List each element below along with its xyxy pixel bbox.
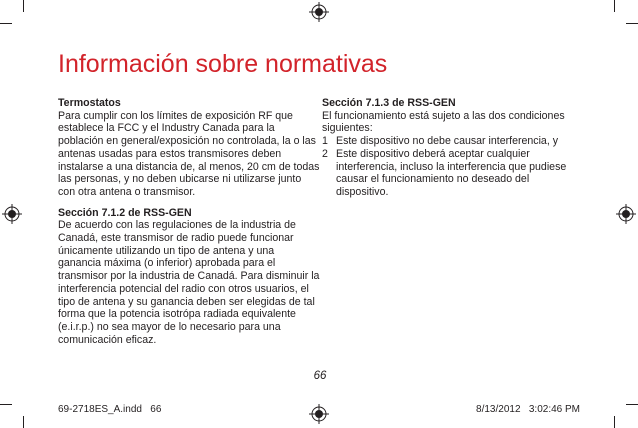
registration-mark-icon: [2, 204, 22, 224]
crop-mark: [626, 404, 638, 405]
section-body-rss-gen-712: De acuerdo con las regulaciones de la industria de Canadá, este transmisor de radio puede funcionar únicamente utilizando un tipo de antena y una ganancia máxima (o inferior) aprobada para el transmisor por la industria de Canadá. Para disminuir la interferencia potencial del radio con otros usuarios, el tipo de antena y su ganancia deben ser elegidas de tal forma que la potencia isotrópa radiada equivalente (e.i.r.p.) no sea mayor de lo necesario para una comunicación eficaz.: [58, 219, 320, 346]
section-heading-thermostats: Termostatos: [58, 97, 121, 109]
list-item-text: Este dispositivo deberá aceptar cualquier interferencia, incluso la interferencia que pudiese causar el funcionamiento no deseado del dispositivo.: [336, 147, 567, 198]
list-item-number: 2: [322, 147, 328, 160]
list-item-text: Este dispositivo no debe causar interferencia, y: [336, 135, 559, 148]
slug-datetime: 8/13/2012 3:02:46 PM: [476, 404, 580, 415]
crop-mark: [0, 23, 12, 24]
crop-mark: [23, 0, 24, 12]
crop-mark: [0, 404, 12, 405]
page-number: 66: [313, 370, 327, 382]
registration-mark-icon: [309, 2, 329, 22]
list-item: [322, 148, 584, 199]
left-column: [58, 97, 320, 354]
conditions-list: [322, 135, 584, 199]
list-item: [322, 135, 584, 148]
crop-mark: [23, 416, 24, 428]
registration-mark-icon: [309, 404, 329, 424]
crop-mark: [614, 416, 615, 428]
section-body-thermostats: Para cumplir con los límites de exposición RF que establece la FCC y el Industry Canada para la población en general/exposición no controlada, la o las antenas usadas para estos transmisores deben instalarse a una distancia de, al menos, 20 cm de todas las personas, y no deben ubicarse ni utilizarse junto con otra antena o transmisor.: [58, 109, 320, 198]
slug-filename: 69-2718ES_A.indd 66: [58, 404, 162, 415]
page-title: Información sobre normativas: [58, 50, 388, 78]
crop-mark: [614, 0, 615, 12]
right-column: [322, 97, 584, 199]
list-item-number: 1: [322, 135, 328, 148]
crop-mark: [626, 23, 638, 24]
section-intro-rss-gen-713: El funcionamiento está sujeto a las dos condiciones siguientes:: [322, 109, 565, 135]
section-heading-rss-gen-713: Sección 7.1.3 de RSS-GEN: [322, 97, 456, 109]
section-heading-rss-gen-712: Sección 7.1.2 de RSS-GEN: [58, 206, 192, 219]
registration-mark-icon: [616, 204, 636, 224]
